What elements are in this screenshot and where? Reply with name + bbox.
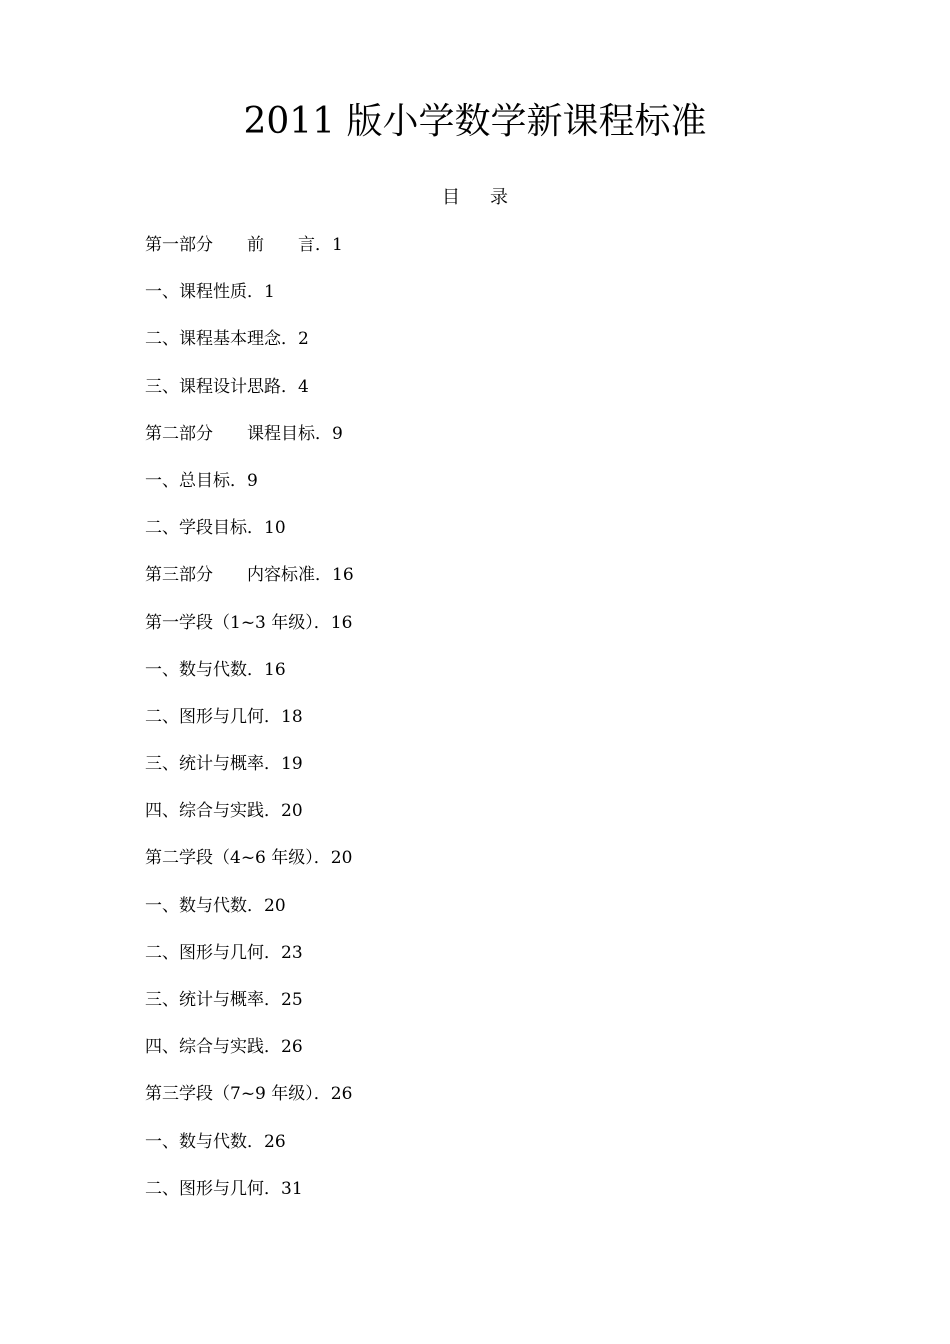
- toc-item[interactable]: 三、课程设计思路．4: [145, 376, 309, 397]
- toc-item[interactable]: 三、统计与概率．25: [145, 990, 303, 1010]
- toc-item-part-3[interactable]: 第三部分 内容标准．16: [145, 565, 354, 586]
- toc-item[interactable]: 一、数与代数．26: [145, 1131, 286, 1152]
- document-title: 2011 版小学数学新课程标准: [243, 101, 707, 142]
- toc-item[interactable]: 二、课程基本理念．2: [145, 329, 309, 350]
- toc-item-stage-2[interactable]: 第二学段（4~6 年级）．20: [145, 848, 353, 869]
- toc-item[interactable]: 三、统计与概率．19: [145, 754, 303, 775]
- toc-item-stage-1[interactable]: 第一学段（1~3 年级）．16: [145, 612, 353, 633]
- toc-heading: 目录: [442, 187, 538, 208]
- toc-item[interactable]: 四、综合与实践．26: [145, 1037, 303, 1058]
- toc-item-part-1[interactable]: 第一部分 前 言．1: [145, 235, 343, 255]
- toc-item[interactable]: 一、课程性质．1: [145, 282, 275, 303]
- toc-item[interactable]: 二、学段目标．10: [145, 518, 286, 539]
- toc-item[interactable]: 二、图形与几何．31: [145, 1178, 303, 1199]
- toc-item-stage-3[interactable]: 第三学段（7~9 年级）．26: [145, 1084, 353, 1105]
- toc-item[interactable]: 一、数与代数．20: [145, 895, 286, 916]
- toc-list: [145, 233, 354, 1224]
- toc-item[interactable]: 四、综合与实践．20: [145, 801, 303, 822]
- toc-item[interactable]: 二、图形与几何．23: [145, 942, 303, 963]
- toc-item[interactable]: 二、图形与几何．18: [145, 706, 303, 727]
- toc-item-part-2[interactable]: 第二部分 课程目标．9: [145, 423, 343, 444]
- toc-item[interactable]: 一、总目标．9: [145, 470, 258, 491]
- toc-item[interactable]: 一、数与代数．16: [145, 659, 286, 680]
